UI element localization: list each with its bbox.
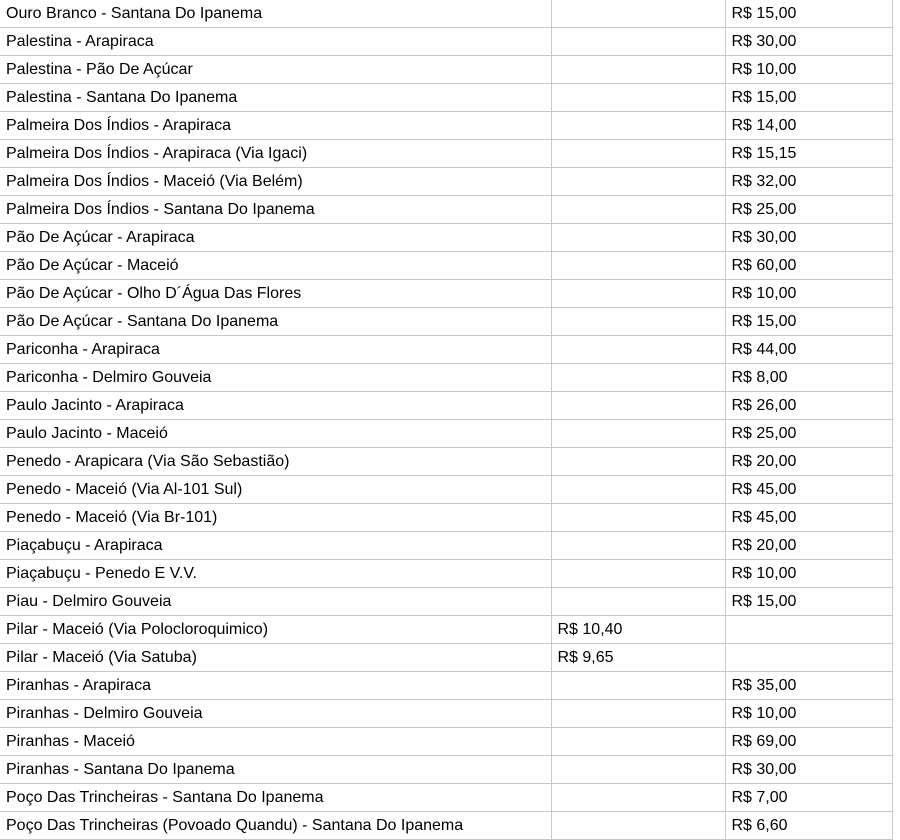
table-row [0,784,900,812]
fare-a-cell[interactable] [551,588,725,616]
table-row [0,56,900,84]
sheet-edge [892,112,900,140]
fare-a-cell[interactable] [551,700,725,728]
route-cell[interactable]: Palestina - Santana Do Ipanema [0,84,551,112]
sheet-edge [892,308,900,336]
fare-b-cell[interactable]: R$ 32,00 [725,168,892,196]
route-cell[interactable]: Palestina - Arapiraca [0,28,551,56]
fare-b-cell[interactable] [725,616,892,644]
fare-a-cell[interactable] [551,756,725,784]
fare-a-cell[interactable] [551,476,725,504]
fare-a-cell[interactable] [551,504,725,532]
route-cell[interactable]: Piau - Delmiro Gouveia [0,588,551,616]
table-row [0,280,900,308]
fare-a-cell[interactable] [551,0,725,28]
fare-a-cell[interactable] [551,728,725,756]
fare-a-cell[interactable] [551,672,725,700]
fare-b-cell[interactable]: R$ 10,00 [725,280,892,308]
sheet-edge [892,588,900,616]
route-cell[interactable]: Piaçabuçu - Penedo E V.V. [0,560,551,588]
fare-b-cell[interactable]: R$ 25,00 [725,196,892,224]
fare-b-cell[interactable]: R$ 60,00 [725,252,892,280]
fare-b-cell[interactable]: R$ 45,00 [725,504,892,532]
sheet-edge [892,756,900,784]
sheet-edge [892,28,900,56]
sheet-edge [892,420,900,448]
fare-a-cell[interactable] [551,364,725,392]
fare-b-cell[interactable]: R$ 8,00 [725,364,892,392]
fare-a-cell[interactable] [551,448,725,476]
sheet-edge [892,812,900,840]
fare-b-cell[interactable]: R$ 10,00 [725,56,892,84]
fare-a-cell[interactable]: R$ 10,40 [551,616,725,644]
route-cell[interactable]: Palmeira Dos Índios - Arapiraca (Via Igaci) [0,140,551,168]
fare-b-cell[interactable]: R$ 25,00 [725,420,892,448]
fare-b-cell[interactable]: R$ 14,00 [725,112,892,140]
fare-a-cell[interactable] [551,392,725,420]
table-row [0,252,900,280]
route-cell[interactable]: Palestina - Pão De Açúcar [0,56,551,84]
table-row [0,812,900,840]
table-row [0,532,900,560]
sheet-edge [892,168,900,196]
route-cell[interactable]: Pão De Açúcar - Maceió [0,252,551,280]
route-cell[interactable]: Palmeira Dos Índios - Maceió (Via Belém) [0,168,551,196]
fare-b-cell[interactable]: R$ 15,00 [725,588,892,616]
fare-a-cell[interactable] [551,28,725,56]
fare-b-cell[interactable]: R$ 15,00 [725,0,892,28]
table-row [0,420,900,448]
table-row [0,728,900,756]
route-cell[interactable]: Poço Das Trincheiras - Santana Do Ipanema [0,784,551,812]
route-cell[interactable]: Pariconha - Arapiraca [0,336,551,364]
fare-b-cell[interactable]: R$ 20,00 [725,448,892,476]
fare-b-cell[interactable]: R$ 20,00 [725,532,892,560]
fare-b-cell[interactable] [725,644,892,672]
fare-b-cell[interactable]: R$ 30,00 [725,756,892,784]
route-cell[interactable]: Piranhas - Santana Do Ipanema [0,756,551,784]
fare-b-cell[interactable]: R$ 69,00 [725,728,892,756]
sheet-edge [892,560,900,588]
fare-b-cell[interactable]: R$ 10,00 [725,560,892,588]
sheet-edge [892,728,900,756]
fare-b-cell[interactable]: R$ 30,00 [725,28,892,56]
fare-a-cell[interactable] [551,280,725,308]
route-cell[interactable]: Pilar - Maceió (Via Polocloroquimico) [0,616,551,644]
route-cell[interactable]: Pão De Açúcar - Arapiraca [0,224,551,252]
fare-a-cell[interactable] [551,112,725,140]
table-row [0,308,900,336]
fare-a-cell[interactable] [551,560,725,588]
table-row [0,196,900,224]
sheet-edge [892,196,900,224]
sheet-edge [892,224,900,252]
sheet-edge [892,0,900,28]
fare-b-cell[interactable]: R$ 10,00 [725,700,892,728]
table-row [0,28,900,56]
table-row [0,644,900,672]
fare-a-cell[interactable]: R$ 9,65 [551,644,725,672]
fare-b-cell[interactable]: R$ 7,00 [725,784,892,812]
fare-b-cell[interactable]: R$ 35,00 [725,672,892,700]
fare-a-cell[interactable] [551,532,725,560]
table-row [0,364,900,392]
sheet-edge [892,476,900,504]
route-cell[interactable]: Penedo - Arapicara (Via São Sebastião) [0,448,551,476]
sheet-edge [892,280,900,308]
table-row [0,224,900,252]
sheet-edge [892,616,900,644]
route-cell[interactable]: Piranhas - Arapiraca [0,672,551,700]
fare-a-cell[interactable] [551,84,725,112]
table-row [0,700,900,728]
sheet-edge [892,84,900,112]
fare-b-cell[interactable]: R$ 15,00 [725,84,892,112]
route-cell[interactable]: Pilar - Maceió (Via Satuba) [0,644,551,672]
table-row [0,504,900,532]
fare-b-cell[interactable]: R$ 6,60 [725,812,892,840]
fare-a-cell[interactable] [551,308,725,336]
fare-b-cell[interactable]: R$ 45,00 [725,476,892,504]
sheet-edge [892,672,900,700]
fare-b-cell[interactable]: R$ 30,00 [725,224,892,252]
sheet-edge [892,56,900,84]
sheet-edge [892,392,900,420]
route-cell[interactable]: Poço Das Trincheiras (Povoado Quandu) - Santana Do Ipanema [0,812,551,840]
table-row [0,756,900,784]
table-row [0,672,900,700]
fare-a-cell[interactable] [551,420,725,448]
fare-a-cell[interactable] [551,140,725,168]
fare-b-cell[interactable]: R$ 26,00 [725,392,892,420]
route-cell[interactable]: Piranhas - Maceió [0,728,551,756]
sheet-edge [892,364,900,392]
sheet-edge [892,504,900,532]
table-row [0,140,900,168]
table-row [0,0,900,28]
route-cell[interactable]: Ouro Branco - Santana Do Ipanema [0,0,551,28]
table-row [0,616,900,644]
fare-a-cell[interactable] [551,336,725,364]
route-cell[interactable]: Pão De Açúcar - Olho D´Água Das Flores [0,280,551,308]
route-cell[interactable]: Paulo Jacinto - Maceió [0,420,551,448]
fare-a-cell[interactable] [551,56,725,84]
route-cell[interactable]: Palmeira Dos Índios - Santana Do Ipanema [0,196,551,224]
route-cell[interactable]: Penedo - Maceió (Via Br-101) [0,504,551,532]
sheet-edge [892,784,900,812]
route-cell[interactable]: Piranhas - Delmiro Gouveia [0,700,551,728]
sheet-edge [892,532,900,560]
route-cell[interactable]: Penedo - Maceió (Via Al-101 Sul) [0,476,551,504]
table-row [0,168,900,196]
route-cell[interactable]: Pariconha - Delmiro Gouveia [0,364,551,392]
route-cell[interactable]: Paulo Jacinto - Arapiraca [0,392,551,420]
fare-a-cell[interactable] [551,224,725,252]
table-row [0,476,900,504]
route-cell[interactable]: Pão De Açúcar - Santana Do Ipanema [0,308,551,336]
fare-a-cell[interactable] [551,812,725,840]
fare-a-cell[interactable] [551,196,725,224]
table-row [0,112,900,140]
sheet-edge [892,700,900,728]
fare-b-cell[interactable]: R$ 15,15 [725,140,892,168]
fare-a-cell[interactable] [551,168,725,196]
table-row [0,392,900,420]
table-row [0,560,900,588]
table-row [0,588,900,616]
sheet-edge [892,336,900,364]
fare-a-cell[interactable] [551,784,725,812]
table-row [0,84,900,112]
route-cell[interactable]: Palmeira Dos Índios - Arapiraca [0,112,551,140]
sheet-edge [892,252,900,280]
fare-a-cell[interactable] [551,252,725,280]
sheet-edge [892,448,900,476]
fare-b-cell[interactable]: R$ 15,00 [725,308,892,336]
fare-b-cell[interactable]: R$ 44,00 [725,336,892,364]
sheet-edge [892,644,900,672]
table-row [0,448,900,476]
sheet-edge [892,140,900,168]
table-row [0,336,900,364]
route-cell[interactable]: Piaçabuçu - Arapiraca [0,532,551,560]
